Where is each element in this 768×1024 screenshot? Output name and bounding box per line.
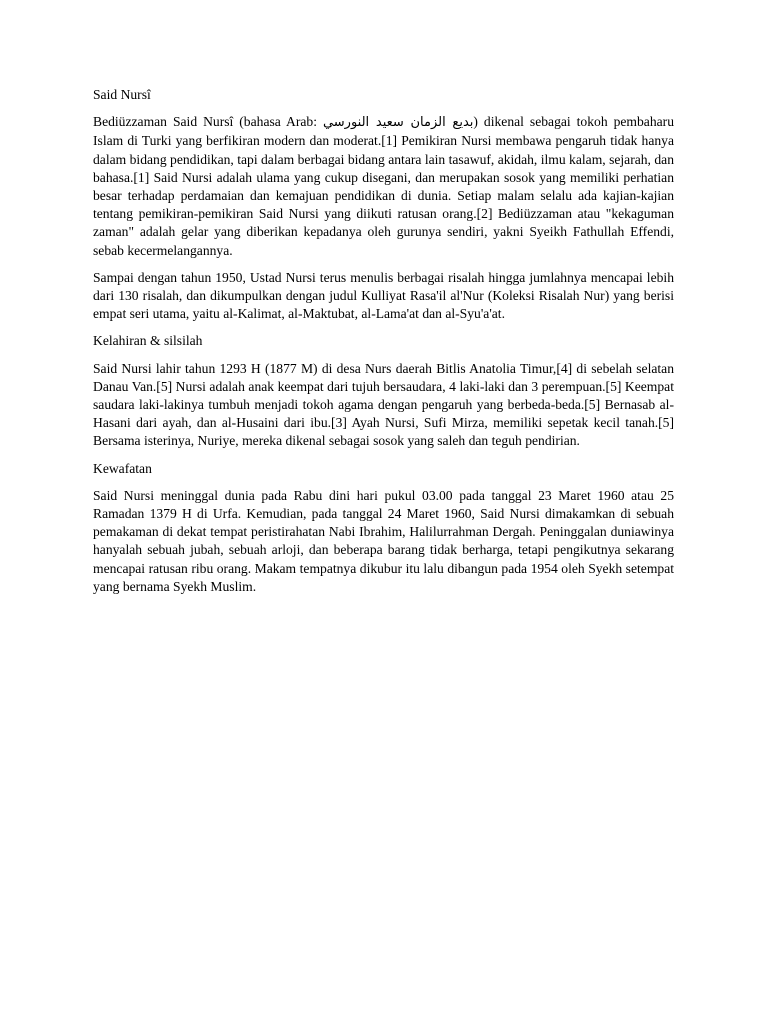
section-heading-death: Kewafatan <box>93 460 152 476</box>
document-title: Said Nursî <box>93 87 151 102</box>
works-paragraph: Sampai dengan tahun 1950, Ustad Nursi terus menulis berbagai risalah hingga jumlahnya mencapai lebih dari 130 risalah, dan dikumpulkan dengan judul Kulliyat Rasa'il al'Nur (Koleksi Risalah Nur) yang berisi empat seri utama, yaitu al-Kalimat, al-Maktubat, al-Lama'at dan al-Syu'a'at. <box>93 269 674 322</box>
section-heading-birth: Kelahiran & silsilah <box>93 333 203 349</box>
intro-paragraph <box>93 113 674 260</box>
intro-text-start: Bediüzzaman Said Nursî (bahasa Arab: <box>93 114 323 130</box>
arabic-name: بديع الزمان سعيد النورسي <box>322 115 474 131</box>
birth-paragraph: Said Nursi lahir tahun 1293 H (1877 M) di desa Nurs daerah Bitlis Anatolia Timur,[4] di sebelah selatan Danau Van.[5] Nursi adalah anak keempat dari tujuh bersaudara, 4 laki-laki dan 3 perempuan.[5] Keempat saudara laki-lakinya tumbuh menjadi tokoh agama dengan pengaruh yang berbeda-beda.[5] Bernasab al-Hasani dari ayah, dan al-Husaini dari ibu.[3] Ayah Nursi, Sufi Mirza, memiliki sepetak kecil tanah.[5] Bersama isterinya, Nuriye, mereka dikenal sebagai sosok yang saleh dan teguh pendirian. <box>93 360 674 449</box>
intro-text-rest: ) dikenal sebagai tokoh pembaharu Islam di Turki yang berfikiran modern dan moderat.[1] Pemikiran Nursi membawa pengaruh tidak hanya dalam bidang pendidikan, tapi dalam berbagai bidang antara lain tasawuf, akidah, ilmu kalam, sejarah, dan bahasa.[1] Said Nursi adalah ulama yang cukup disegani, dan merupakan sosok yang memiliki perhatian besar terhadap perdamaian dan kemajuan pendidikan di dunia. Setiap malam selalu ada kajian-kajian tentang pemikiran-pemikiran Said Nursi yang diikuti ratusan orang.[2] Bediüzzaman atau "kekaguman zaman" adalah gelar yang diberikan kepadanya oleh gurunya sendiri, yakni Syeikh Fathullah Effendi, sebab kecermelangannya. <box>93 114 674 258</box>
document-page <box>93 86 674 605</box>
death-paragraph: Said Nursi meninggal dunia pada Rabu dini hari pukul 03.00 pada tanggal 23 Maret 1960 atau 25 Ramadan 1379 H di Urfa. Kemudian, pada tanggal 24 Maret 1960, Said Nursi dimakamkan di sebuah pemakaman di dekat tempat peristirahatan Nabi Ibrahim, Halilurrahman Dergah. Peninggalan duniawinya hanyalah sebuah jubah, sebuah arloji, dan beberapa barang tidak berharga, tetapi pengikutnya sekarang mencapai ratusan ribu orang. Makam tempatnya dikubur itu lalu dibangun pada 1954 oleh Syekh setempat yang bernama Syekh Muslim. <box>93 487 674 594</box>
